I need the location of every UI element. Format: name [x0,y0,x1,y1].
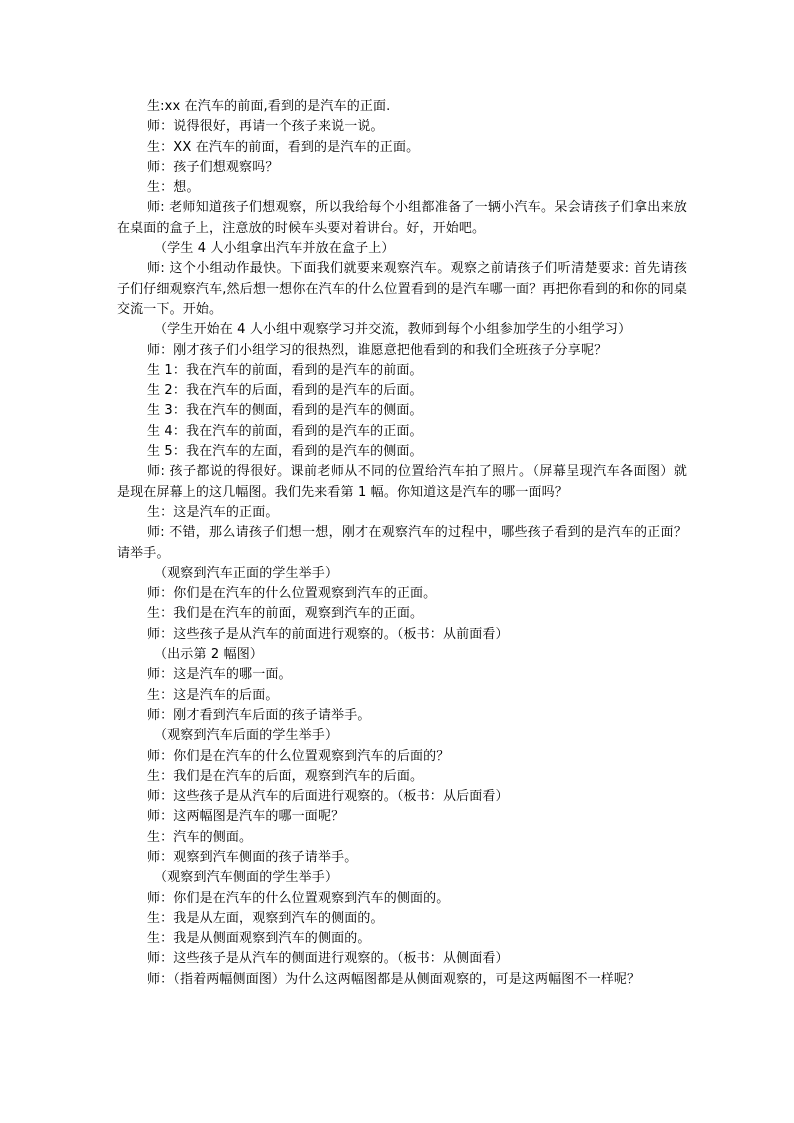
paragraph: 生:xx 在汽车的前面,看到的是汽车的正面. [147,99,391,114]
paragraph: 生 3：我在汽车的侧面，看到的是汽车的侧面。 [147,403,423,419]
paragraph: 师: 不错，那么请孩子们想一想，刚才在观察汽车的过程中，哪些孩子看到的是汽车的正面？请举手。 [117,525,687,561]
paragraph: 生 5：我在汽车的左面，看到的是汽车的侧面。 [147,444,423,460]
paragraph: 师：说得很好，再请一个孩子来说一说。 [147,119,384,135]
paragraph: 师：你们是在汽车的什么位置观察到汽车的后面的？ [147,748,450,764]
paragraph: 师：孩子们想观察吗？ [147,159,279,175]
document-body [117,97,687,990]
stage-direction: （学生 4 人小组拿出汽车并放在盒子上） [154,241,395,257]
stage-direction: （观察到汽车侧面的学生举手） [154,870,339,886]
paragraph: 师：这些孩子是从汽车的侧面进行观察的。（板书：从侧面看） [147,951,509,967]
stage-direction: （出示第 2 幅图） [154,647,264,663]
paragraph: 生 4：我在汽车的前面，看到的是汽车的正面。 [147,423,423,439]
stage-direction: （观察到汽车后面的学生举手） [154,728,339,744]
paragraph: 师：这是汽车的哪一面。 [147,667,292,683]
paragraph: 师: 这个小组动作最快。下面我们就要来观察汽车。观察之前请孩子们听清楚要求: 首先请孩子们仔细观察汽车,然后想一想你在汽车的什么位置看到的是汽车哪一面？再把你看到的和你的同桌交流一下。开始。 [117,261,687,317]
paragraph: 生：汽车的侧面。 [147,829,253,845]
paragraph: 师：观察到汽车侧面的孩子请举手。 [147,849,358,865]
paragraph: 师：刚才看到汽车后面的孩子请举手。 [147,707,371,723]
paragraph: 生：我是从左面，观察到汽车的侧面的。 [147,910,384,926]
paragraph: 师：你们是在汽车的什么位置观察到汽车的侧面的。 [147,890,450,906]
paragraph: 师: 老师知道孩子们想观察，所以我给每个小组都准备了一辆小汽车。呆会请孩子们拿出来放在桌面的盒子上，注意放的时候车头要对着讲台。好，开始吧。 [117,200,687,236]
paragraph: 生 1：我在汽车的前面，看到的是汽车的前面。 [147,362,423,378]
stage-direction: （学生开始在 4 人小组中观察学习并交流，教师到每个小组参加学生的小组学习） [154,322,632,338]
paragraph: 生：XX 在汽车的前面，看到的是汽车的正面。 [147,139,420,155]
paragraph: 生：这是汽车的后面。 [147,687,279,703]
paragraph: 生：我们是在汽车的后面，观察到汽车的后面。 [147,768,424,784]
paragraph: 师：刚才孩子们小组学习的很热烈，谁愿意把他看到的和我们全班孩子分享呢？ [147,342,608,358]
paragraph: 生：这是汽车的正面。 [147,504,279,520]
paragraph: 生：想。 [147,180,200,196]
paragraph: 生：我们是在汽车的前面，观察到汽车的正面。 [147,606,424,622]
paragraph: 师: 孩子都说的得很好。课前老师从不同的位置给汽车拍了照片。（屏幕呈现汽车各面图）就是现在屏幕上的这几幅图。我们先来看第 1 幅。你知道这是汽车的哪一面吗？ [117,464,687,500]
paragraph: 生 2：我在汽车的后面，看到的是汽车的后面。 [147,383,423,399]
paragraph: 师：（指着两幅侧面图）为什么这两幅图都是从侧面观察的，可是这两幅图不一样呢？ [147,971,641,987]
paragraph: 师：这些孩子是从汽车的后面进行观察的。（板书：从后面看） [147,789,509,805]
paragraph: 师：这些孩子是从汽车的前面进行观察的。（板书：从前面看） [147,626,509,642]
paragraph: 生：我是从侧面观察到汽车的侧面的。 [147,931,371,947]
paragraph: 师：这两幅图是汽车的哪一面呢？ [147,809,345,825]
stage-direction: （观察到汽车正面的学生举手） [154,565,339,581]
paragraph: 师：你们是在汽车的什么位置观察到汽车的正面。 [147,586,437,602]
